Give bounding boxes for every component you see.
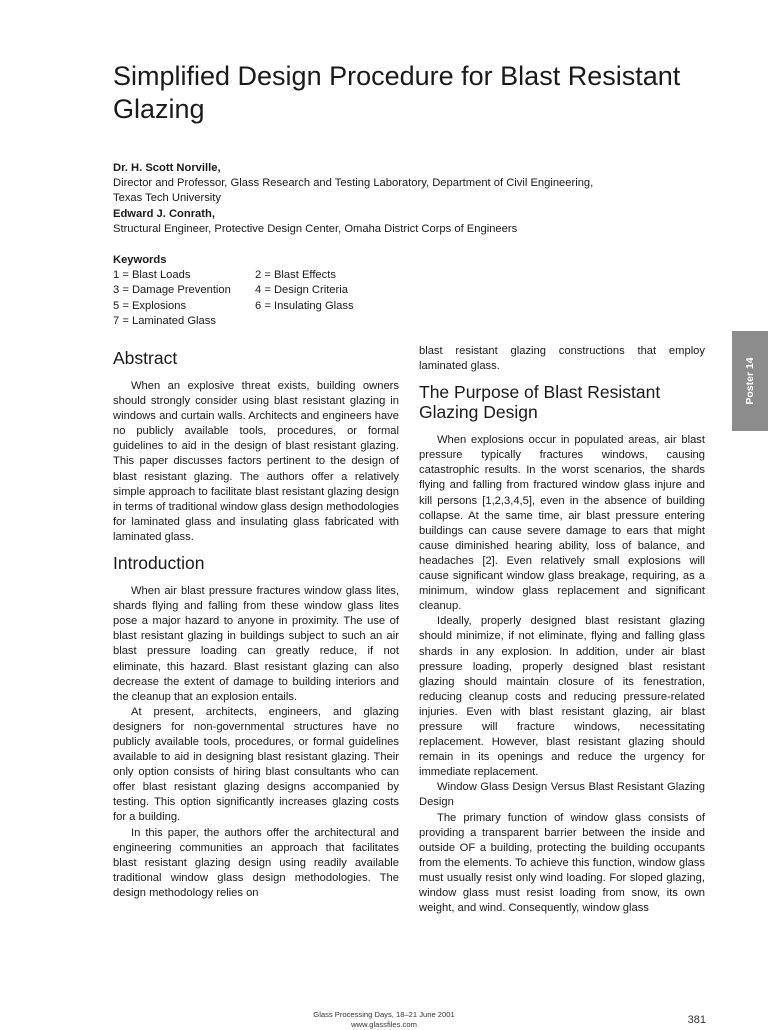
keywords-heading: Keywords (113, 254, 167, 266)
paper-title: Simplified Design Procedure for Blast Resistant Glazing (113, 61, 681, 124)
author-affiliation: Texas Tech University (113, 192, 221, 205)
keyword-item: 7 = Laminated Glass (113, 314, 216, 327)
author-name: Edward J. Conrath, (113, 207, 215, 220)
right-column (419, 344, 705, 916)
poster-tab-label: Poster 14 (744, 357, 756, 405)
author-name: Dr. H. Scott Norville, (113, 162, 221, 174)
author-affiliation: Director and Professor, Glass Research and Testing Laboratory, Department of Civil Engineering, (113, 177, 594, 190)
author-block (113, 161, 723, 237)
keyword-item: 2 = Blast Effects (255, 269, 336, 282)
footer-website: www.glassfiles.com (351, 1020, 417, 1029)
keyword-item: 1 = Blast Loads (113, 269, 191, 282)
body-paragraph: At present, architects, engineers, and glazing designers for non-governmental structures have no publicly available tools, procedures, or formal guidelines available to aid in designing blast resistant glazing. Their only option consists of hiring blast consultants who can offer blast resistant glazing designs accompanied by testing. This option significantly increases glazing costs for a building. (113, 705, 399, 824)
introduction-heading: Introduction (113, 553, 205, 574)
left-column (113, 344, 399, 901)
footer-conference: Glass Processing Days, 18–21 June 2001 (313, 1010, 455, 1019)
keyword-item: 4 = Design Criteria (255, 284, 348, 297)
body-paragraph: When explosions occur in populated areas, air blast pressure typically fractures windows, causing catastrophic results. In the worst scenarios, the shards flying and falling from fractured window glass injure and kill persons [1,2,3,4,5], even in the absence of building collapse. At the same time, air blast pressure entering buildings can cause severe damage to ears that might cause diminished hearing ability, loss of balance, and headaches [2]. Even relatively small explosions will cause significant window glass breakage, requiring, as a minimum, window glass replacement and significant cleanup. (419, 434, 705, 613)
body-paragraph: The primary function of window glass consists of providing a transparent barrier between the inside and outside OF a building, protecting the building occupants from the elements. To achieve this function, window glass must usually resist only wind loading. For sloped glazing, window glass must resist loading from snow, its own weight, and wind. Consequently, window glass (419, 811, 705, 915)
abstract-paragraph: When an explosive threat exists, building owners should strongly consider using blast resistant glazing in windows and curtain walls. Architects and engineers have no publicly available tools, procedures, or formal guidelines to aid in the design of blast resistant glazing. This paper discusses factors pertinent to the design of blast resistant glazing. The authors offer a relatively simple approach to facilitate blast resistant glazing design in terms of traditional window glass design methodologies for laminated glass and insulating glass fabricated with laminated glass. (113, 380, 399, 543)
body-paragraph: blast resistant glazing constructions that employ laminated glass. (419, 345, 705, 373)
body-paragraph: Ideally, properly designed blast resistant glazing should minimize, if not eliminate, flying and falling glass shards in any explosion. In addition, under air blast pressure loading, properly designed blast resistant glazing should maintain closure of its fenestration, reducing cleanup costs and reducing pressure-related injuries. Even with blast resistant glazing, air blast pressure will fracture windows, necessitating replacement. However, blast resistant glazing should remain in its openings and reduce the urgency for immediate replacement. (419, 615, 705, 779)
page-number: 381 (687, 1014, 706, 1026)
purpose-heading: The Purpose of Blast Resistant Glazing Design (419, 382, 661, 423)
page-footer (0, 1010, 768, 1030)
abstract-heading: Abstract (113, 348, 178, 368)
poster-side-tab (732, 331, 768, 431)
subsection-heading: Window Glass Design Versus Blast Resistant Glazing Design (419, 781, 705, 809)
body-paragraph: When air blast pressure fractures window glass lites, shards flying and falling from these window glass lites pose a major hazard to anyone in proximity. The use of blast resistant glazing in buildings subject to such an air blast pressure loading can greatly reduce, if not eliminate, this hazard. Blast resistant glazing can also decrease the extent of damage to building interiors and the cleanup that an explosion entails. (113, 585, 399, 703)
author-affiliation: Structural Engineer, Protective Design Center, Omaha District Corps of Engineers (113, 222, 518, 235)
keyword-item: 3 = Damage Prevention (113, 284, 231, 297)
body-paragraph: In this paper, the authors offer the architectural and engineering communities an approach that facilitates blast resistant glazing design using readily available traditional window glass design methodologies. The design methodology relies on (113, 826, 399, 899)
keywords-list (113, 268, 413, 329)
keyword-item: 5 = Explosions (113, 299, 187, 312)
keyword-item: 6 = Insulating Glass (255, 299, 354, 312)
keywords-block (113, 253, 413, 329)
